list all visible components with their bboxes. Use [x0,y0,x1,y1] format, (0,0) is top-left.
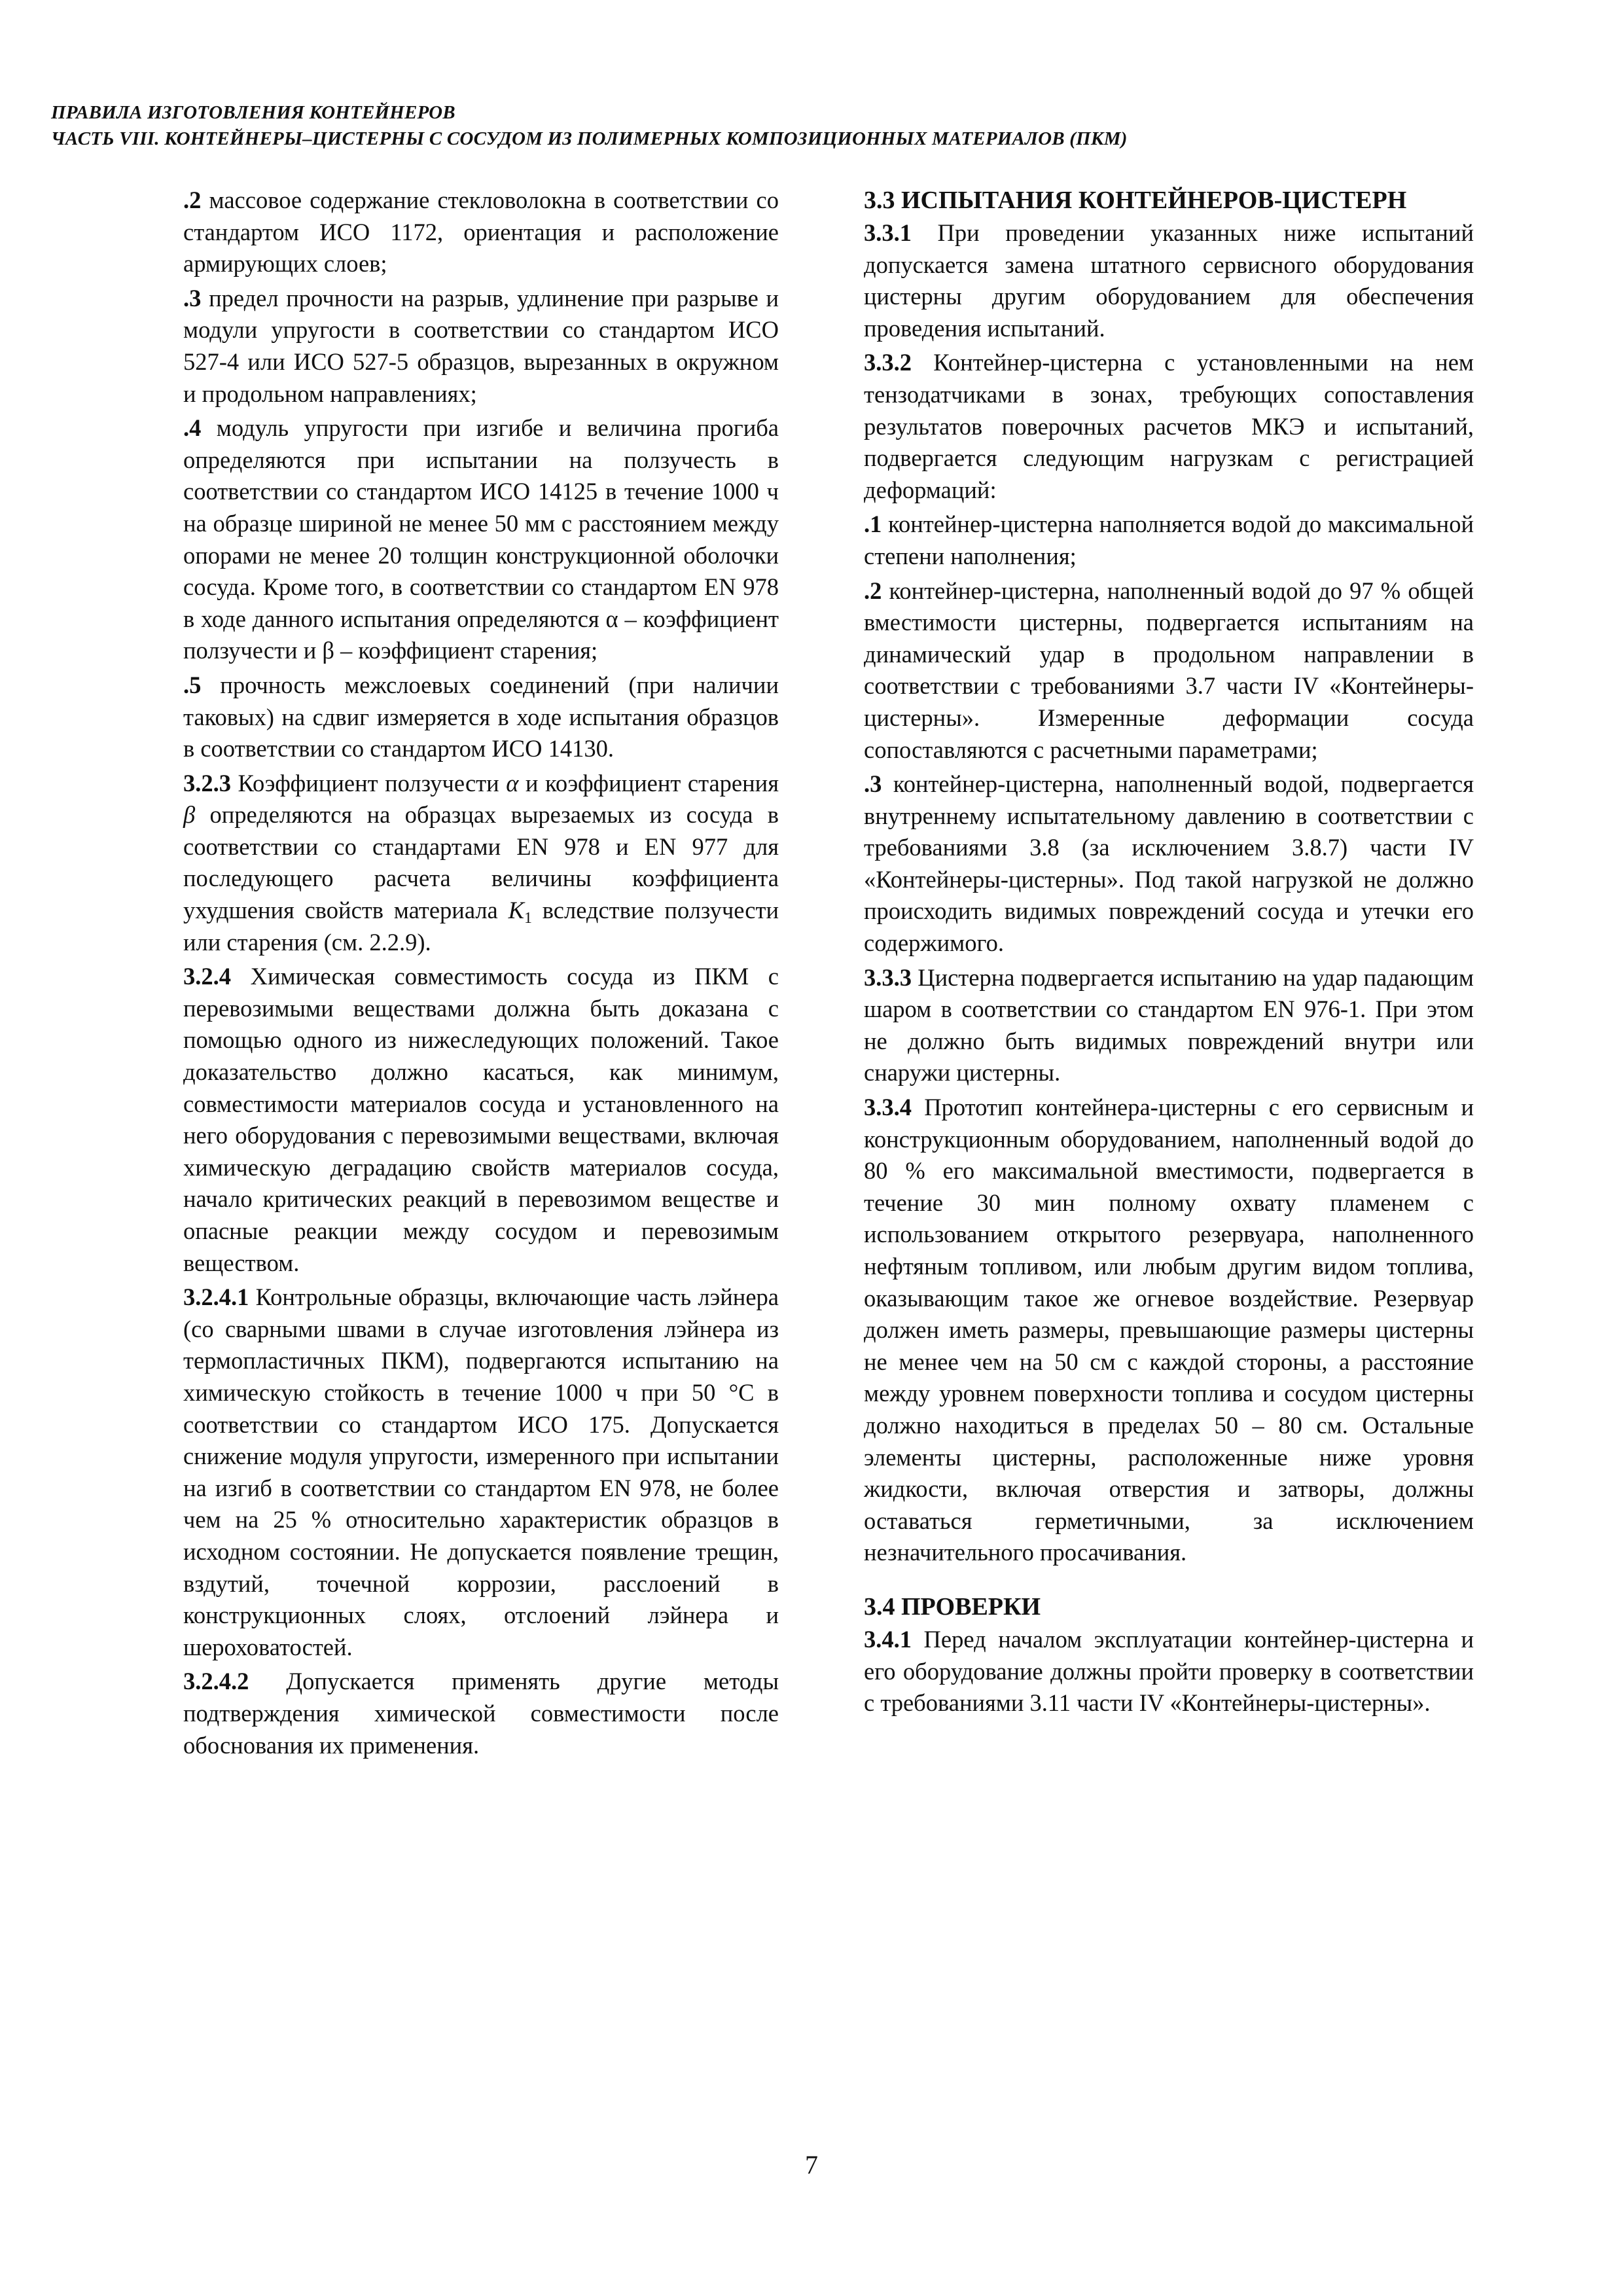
clause-item-3 [183,283,779,410]
clause-3-3-4 [864,1092,1474,1569]
clause-item-5 [183,670,779,765]
clause-item-4 [183,412,779,667]
clause-text: Допускается применять другие методы подтверждения химической совместимости после обоснования их применения. [183,1668,779,1759]
clause-text-part: Коэффициент ползучести [231,769,507,797]
clause-number: .5 [183,671,202,698]
clause-text: модуль упругости при изгибе и величина прогиба определяются при испытании на ползучесть в соответствии со стандартом ИСО 14125 в течение 1000 ч на образце шириной не менее 50 мм с расстоянием между опорами не менее 20 толщин конструкционной оболочки сосуда. Кроме того, в соответствии со стандартом EN 978 в ходе данного испытания определяются α – коэффициент ползучести и β – коэффициент старения; [183,414,779,664]
clause-text: Прототип контейнера-цистерны с его сервисным и конструкционным оборудованием, наполненный водой до 80 % его максимальной вместимости, подвергается в течение 30 мин полному охвату пламенем с использованием открытого резервуара, наполненного нефтяным топливом, или любым другим видом топлива, оказывающим такое же огневое воздействие. Резервуар должен иметь размеры, превышающие размеры цистерны не менее чем на 50 см с каждой стороны, а расстояние между уровнем поверхности топлива и сосудом цистерны должно находиться в пределах 50 – 80 см. Остальные элементы цистерны, расположенные ниже уровня жидкости, включая отверстия и затворы, должны оставаться герметичными, за исключением незначительного просачивания. [864,1094,1474,1566]
clause-item-2 [183,185,779,280]
clause-text: предел прочности на разрыв, удлинение при разрыве и модули упругости в соответствии со стандартом ИСО 527-4 или ИСО 527-5 образцов, вырезанных в окружном и продольном направлениях; [183,284,779,407]
header-subtitle: ЧАСТЬ VIII. КОНТЕЙНЕРЫ–ЦИСТЕРНЫ С СОСУДОМ ИЗ ПОЛИМЕРНЫХ КОМПОЗИЦИОННЫХ МАТЕРИАЛОВ (ПКМ) [51,128,1128,149]
clause-text-part: вследствие ползучести или старения (см. 2.2.9). [183,897,779,956]
clause-text: прочность межслоевых соединений (при наличии таковых) на сдвиг измеряется в ходе испытания образцов в соответствии со стандартом ИСО 14130. [183,671,779,762]
clause-3-2-4-1 [183,1282,779,1663]
clause-3-2-3 [183,768,779,959]
clause-number: .3 [864,770,882,798]
load-item-1 [864,509,1474,572]
clause-number: 3.2.3 [183,769,231,797]
clause-number: .2 [864,577,882,604]
clause-text: Контейнер-цистерна с установленными на нем тензодатчиками в зонах, требующих сопоставления результатов поверочных расчетов МКЭ и испытаний, подвергается следующим нагрузкам с регистрацией деформаций: [864,349,1474,503]
clause-number: 3.3.1 [864,219,912,246]
clause-3-3-3 [864,962,1474,1089]
clause-3-3-2 [864,347,1474,506]
clause-number: 3.3.3 [864,963,912,991]
clause-3-2-4 [183,961,779,1279]
k-symbol: K [508,897,524,924]
clause-text: контейнер-цистерна наполняется водой до максимальной степени наполнения; [864,511,1474,569]
load-item-3 [864,768,1474,960]
k-subscript: 1 [524,910,532,927]
clause-number: .4 [183,414,202,442]
section-3-4-heading: 3.4 ПРОВЕРКИ [864,1592,1041,1621]
clause-number: 3.2.4 [183,963,231,990]
clause-number: .1 [864,511,882,538]
clause-text: При проведении указанных ниже испытаний допускается замена штатного сервисного оборудования цистерны другим оборудованием для обеспечения проведения испытаний. [864,219,1474,342]
header-title: ПРАВИЛА ИЗГОТОВЛЕНИЯ КОНТЕЙНЕРОВ [51,102,455,123]
clause-number: .3 [183,284,202,312]
clause-text: контейнер-цистерна, наполненный водой, подвергается внутреннему испытательному давлению в соответствии с требованиями 3.8 (за исключением 3.8.7) части IV «Контейнеры-цистерны». Под такой нагрузкой не должно происходить видимых повреждений сосуда и утечки его содержимого. [864,770,1474,957]
clause-number: 3.3.4 [864,1094,912,1121]
page-number: 7 [805,2150,818,2179]
clause-number: 3.2.4.1 [183,1283,249,1311]
clause-text: Контрольные образцы, включающие часть лэйнера (со сварными швами в случае изготовления лэйнера из термопластичных ПКМ), подвергаются испытанию на химическую стойкость в течение 1000 ч при 50 °C в соответствии со стандартом ИСО 175. Допускается снижение модуля упругости, измеренного при испытании на изгиб в соответствии со стандартом EN 978, не более чем на 25 % относительно характеристик образцов в исходном состоянии. Не допускается появление трещин, вздутий, точечной коррозии, расслоений в конструкционных слоях, отслоений лэйнера и шероховатостей. [183,1283,779,1660]
clause-3-3-1 [864,217,1474,344]
clause-number: .2 [183,187,202,213]
clause-text: контейнер-цистерна, наполненный водой до 97 % общей вместимости цистерны, подвергается испытаниям на динамический удар в продольном направлении в соответствии с требованиями 3.7 части IV «Контейнеры-цистерны». Измеренные деформации сосуда сопоставляются с расчетными параметрами; [864,577,1474,763]
clause-3-4-1 [864,1624,1474,1719]
clause-text: Перед началом эксплуатации контейнер-цистерна и его оборудование должны пройти проверку в соответствии с требованиями 3.11 части IV «Контейнеры-цистерны». [864,1625,1474,1717]
running-header [51,99,1576,152]
clause-text-part: определяются на образцах вырезаемых из сосуда в соответствии со стандартами EN 978 и EN 977 для последующего расчета величины коэффициента ухудшения свойств материала [183,801,779,924]
clause-text: Химическая совместимость сосуда из ПКМ с перевозимыми веществами должна быть доказана с помощью одного из нижеследующих положений. Такое доказательство должно касаться, как минимум, совместимости материалов сосуда и установленного на него оборудования с перевозимыми веществами, включая химическую деградацию свойств материалов сосуда, начало критических реакций в перевозимом веществе и опасные реакции между сосудом и перевозимым веществом. [183,963,779,1276]
section-3-3-heading: 3.3 ИСПЫТАНИЯ КОНТЕЙНЕРОВ-ЦИСТЕРН [864,187,1407,214]
clause-number: 3.4.1 [864,1625,912,1653]
clause-3-2-4-2 [183,1666,779,1761]
beta-symbol: β [183,801,196,829]
alpha-symbol: α [506,769,519,797]
clause-text: массовое содержание стекловолокна в соответствии со стандартом ИСО 1172, ориентация и расположение армирующих слоев; [183,187,779,278]
left-column [183,185,779,1764]
clause-number: 3.3.2 [864,349,912,376]
clause-text-part: и коэффициент старения [518,769,779,797]
right-column [864,185,1474,1722]
load-item-2 [864,575,1474,766]
clause-text: Цистерна подвергается испытанию на удар падающим шаром в соответствии со стандартом EN 976-1. При этом не должно быть видимых повреждений внутри или снаружи цистерны. [864,963,1474,1086]
clause-number: 3.2.4.2 [183,1668,249,1695]
